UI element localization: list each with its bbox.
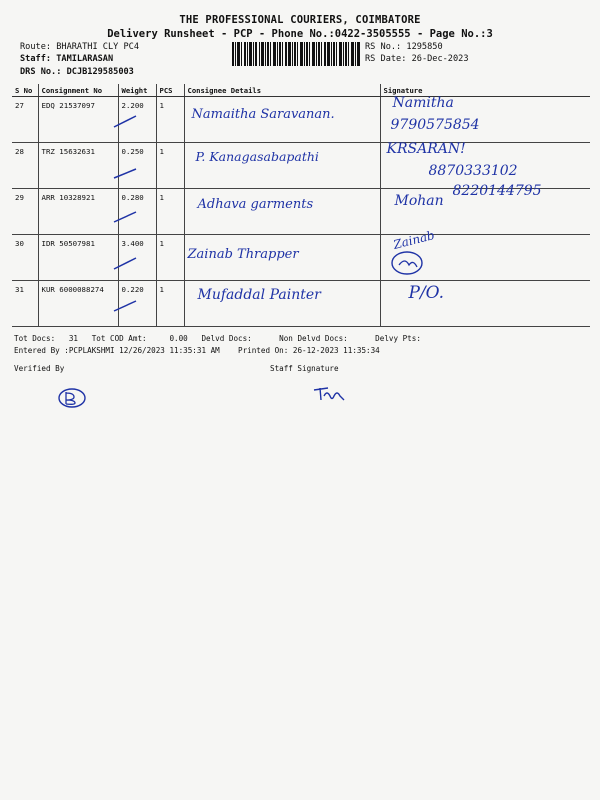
row-pcs: 1 (156, 235, 184, 281)
row-consignee (184, 189, 380, 235)
rs-date-value: 26-Dec-2023 (411, 54, 469, 64)
col-signature: Signature (380, 84, 590, 97)
staff-value: TAMILARASAN (56, 54, 114, 64)
row-consignee (184, 235, 380, 281)
drs-label: DRS No.: (20, 67, 62, 77)
verified-by-label: Verified By (14, 364, 65, 373)
drs-line (20, 67, 134, 77)
verified-signature-scribble (52, 386, 88, 410)
table-row (12, 281, 590, 327)
row-consignee (184, 97, 380, 143)
rs-no-value: 1295850 (406, 42, 443, 52)
row-weight: 0.280 (118, 189, 156, 235)
row-consignee (184, 281, 380, 327)
consignee-handwriting: P. Kanagasabapathi (195, 149, 319, 164)
rs-date-line (365, 54, 469, 64)
consignee-handwriting: Namaitha Saravanan. (191, 107, 335, 122)
col-sno: S No (12, 84, 38, 97)
table-row (12, 143, 590, 189)
consignee-handwriting: Zainab Thrapper (187, 247, 299, 262)
row-consignment: KUR 6000088274 (38, 281, 118, 327)
totals-line: Tot Docs: 31 Tot COD Amt: 0.00 Delvd Docs: Non Delvd Docs: Delvy Pts: (14, 334, 421, 343)
staff-label: Staff: (20, 54, 52, 64)
row-consignment: ARR 10328921 (38, 189, 118, 235)
row-sno: 29 (12, 189, 38, 235)
barcode (232, 42, 360, 66)
row-pcs: 1 (156, 97, 184, 143)
row-weight: 0.250 (118, 143, 156, 189)
company-title: THE PROFESSIONAL COURIERS, COIMBATORE (179, 14, 421, 26)
rs-no-label: RS No.: (365, 42, 402, 52)
route-line (20, 42, 139, 52)
row-signature (380, 97, 590, 143)
signature-scribble (387, 247, 427, 277)
row-signature (380, 228, 590, 281)
staff-line (20, 54, 113, 64)
row-weight: 0.220 (118, 281, 156, 327)
row-consignment: IDR 50507981 (38, 235, 118, 281)
row-sno: 30 (12, 235, 38, 281)
table-row (12, 235, 590, 281)
runsheet-table (12, 84, 590, 327)
runsheet-title: Delivery Runsheet - PCP - Phone No.:0422-3505555 - Page No.:3 (107, 28, 493, 40)
row-signature (380, 143, 590, 189)
check-mark-icon (112, 164, 140, 182)
signature-handwriting: Namitha (392, 95, 454, 111)
row-pcs: 1 (156, 189, 184, 235)
check-mark-icon (112, 208, 140, 226)
signature-handwriting: Zainab (391, 228, 436, 252)
signature-handwriting: P/O. (408, 283, 445, 303)
row-signature (380, 281, 590, 327)
row-consignment: TRZ 15632631 (38, 143, 118, 189)
consignee-handwriting: Adhava garments (197, 197, 314, 212)
row-consignee (184, 143, 380, 189)
col-consignee: Consignee Details (184, 84, 380, 97)
table-header-row (12, 84, 590, 97)
check-mark-icon (112, 255, 140, 273)
route-label: Route: (20, 42, 52, 52)
signature-phone: 8870333102 (428, 163, 518, 179)
drs-value: DCJB129585003 (66, 67, 134, 77)
row-weight: 3.400 (118, 235, 156, 281)
table-row (12, 97, 590, 143)
signature-handwriting: Mohan (394, 193, 444, 209)
col-consignment: Consignment No (38, 84, 118, 97)
entered-by-line: Entered By :PCPLAKSHMI 12/26/2023 11:35:31 AM Printed On: 26-12-2023 11:35:34 (14, 346, 380, 355)
signature-phone: 8220144795 (452, 183, 542, 199)
row-sno: 27 (12, 97, 38, 143)
check-mark-icon (112, 113, 140, 131)
staff-signature-scribble (312, 382, 352, 406)
signature-handwriting: KRSARAN! (386, 141, 466, 157)
rs-date-label: RS Date: (365, 54, 407, 64)
staff-signature-label: Staff Signature (270, 364, 339, 373)
rs-no-line (365, 42, 443, 52)
row-pcs: 1 (156, 143, 184, 189)
signature-phone: 9790575854 (390, 117, 480, 133)
col-pcs: PCS (156, 84, 184, 97)
consignee-handwriting: Mufaddal Painter (197, 287, 321, 303)
route-value: BHARATHI CLY PC4 (56, 42, 140, 52)
row-sno: 31 (12, 281, 38, 327)
col-weight: Weight (118, 84, 156, 97)
table-row (12, 189, 590, 235)
row-signature (380, 183, 590, 235)
row-weight: 2.200 (118, 97, 156, 143)
row-pcs: 1 (156, 281, 184, 327)
row-consignment: EDQ 21537097 (38, 97, 118, 143)
check-mark-icon (112, 297, 140, 315)
row-sno: 28 (12, 143, 38, 189)
